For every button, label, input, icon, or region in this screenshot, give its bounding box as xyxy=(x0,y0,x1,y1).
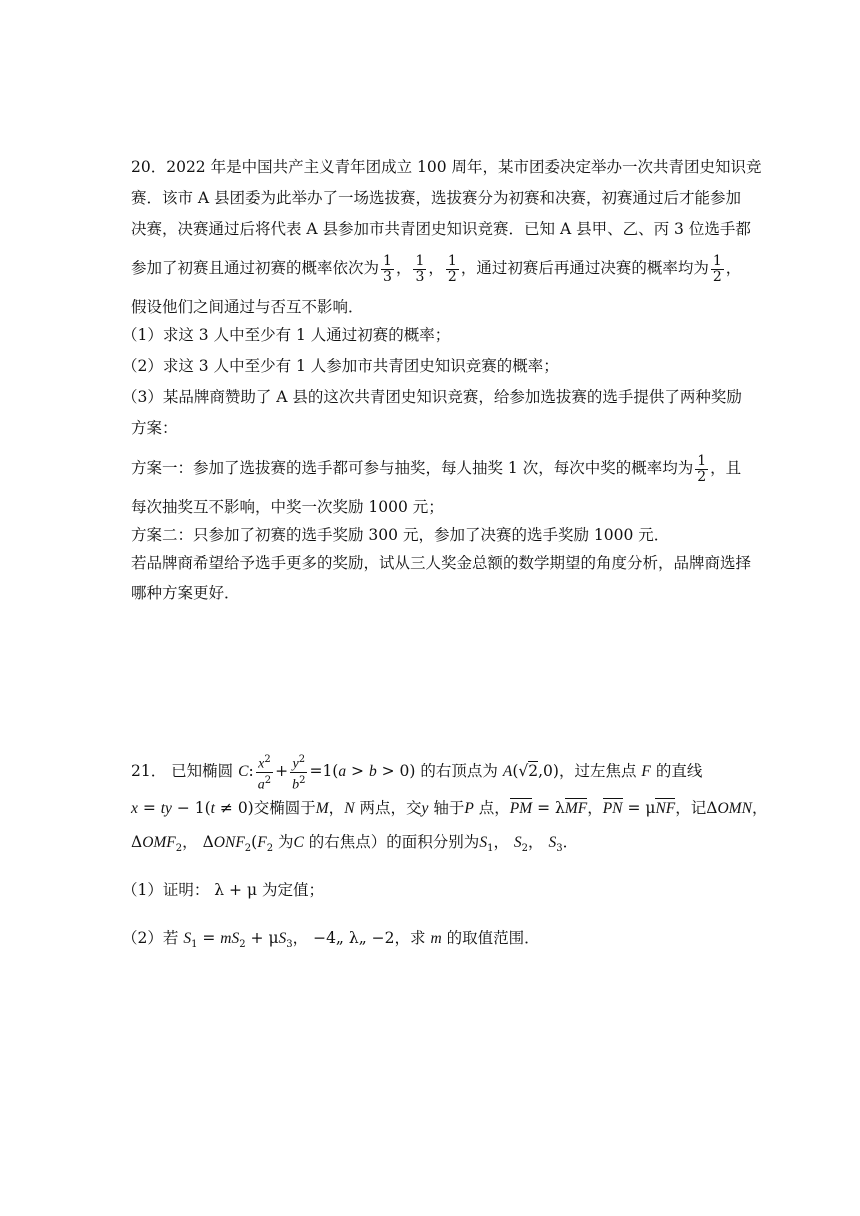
fraction: $\frac{1}{3}$ xyxy=(415,252,425,285)
q20-sub-2: （2）求这 3 人中至少有 1 人参加市共青团史知识竞赛的概率； xyxy=(122,357,559,375)
vector-relation-1: PM = λMF xyxy=(509,799,588,817)
q20-plan-1: 方案一：参加了选拔赛的选手都可参与抽奖，每人抽奖 1 次，每次中奖的概率均为 $\frac{1}{2}$ ，且 xyxy=(131,452,742,485)
q21-sub-1: （1）证明： λ + μ 为定值； xyxy=(122,881,324,899)
vector-relation-2: PN = μNF xyxy=(602,799,676,817)
q21-line-1: 21． 已知椭圆 C: $\frac{x^2}{a^2}$ + $\frac{y^2}{b^2}$ =1(a > b > 0) 的右顶点为 A(√2,0)，过左焦点 F 的直线 xyxy=(131,754,703,793)
q21-line-3: $\Delta OMF_2$， $\Delta ONF_2(F_2$ 为C 的右焦点）的面积分别为$S_1$， $S_2$， $S_3$． xyxy=(131,833,579,855)
q20-line-2: 赛．该市 A 县团委为此举办了一场选拔赛，选拔赛分为初赛和决赛，初赛通过后才能参加 xyxy=(131,189,742,207)
fraction: $\frac{1}{2}$ xyxy=(712,252,722,285)
q20-last-1: 若品牌商希望给予选手更多的奖励，试从三人奖金总额的数学期望的角度分析，品牌商选择 xyxy=(131,554,752,572)
q20-sub-1: （1）求这 3 人中至少有 1 人通过初赛的概率； xyxy=(122,326,451,344)
fraction: $\frac{1}{2}$ xyxy=(447,252,457,285)
fraction: $\frac{1}{3}$ xyxy=(383,252,392,285)
point-a: A(√2,0) xyxy=(502,762,559,781)
q20-line-1: 20．2022 年是中国共产主义青年团成立 100 周年，某市团委决定举办一次共青团史知识竞 xyxy=(131,158,762,176)
q21-sub-2: （2）若 $S_1 = mS_2 + \mu S_3$， −4„ λ„ −2，求 m 的取值范围． xyxy=(122,929,540,951)
q20-sub-3a: （3）某品牌商赞助了 A 县的这次共青团史知识竞赛，给参加选拔赛的选手提供了两种奖励 xyxy=(122,388,742,406)
fraction: $\frac{1}{2}$ xyxy=(697,452,707,485)
line-equation: x = ty − 1(t ≠ 0) xyxy=(131,799,254,817)
q20-plan-2: 方案二：只参加了初赛的选手奖励 300 元，参加了决赛的选手奖励 1000 元． xyxy=(131,526,670,544)
q21-line-2: x = ty − 1(t ≠ 0)交椭圆于M，N 两点，交y 轴于P 点，PM = λMF，PN = μNF，记ΔOMN， xyxy=(131,799,768,817)
ellipse-equation: C: $\frac{x^2}{a^2}$ + $\frac{y^2}{b^2}$ =1(a > b > 0) xyxy=(238,754,416,793)
q20-last-2: 哪种方案更好． xyxy=(131,584,240,602)
q20-plan-1b: 每次抽奖互不影响，中奖一次奖励 1000 元； xyxy=(131,498,444,516)
q20-line-4: 参加了初赛且通过初赛的概率依次为 $\frac{1}{3}$ ， $\frac{1}{3}$ ， $\frac{1}{2}$ ，通过初赛后再通过决赛的概率均为 $\frac{1}{2}$ ， xyxy=(131,252,742,285)
q20-sub-3b: 方案： xyxy=(131,419,178,437)
q20-line-5: 假设他们之间通过与否互不影响． xyxy=(131,298,364,316)
q20-line-3: 决赛，决赛通过后将代表 A 县参加市共青团史知识竞赛．已知 A 县甲、乙、丙 3 位选手都 xyxy=(131,220,751,238)
